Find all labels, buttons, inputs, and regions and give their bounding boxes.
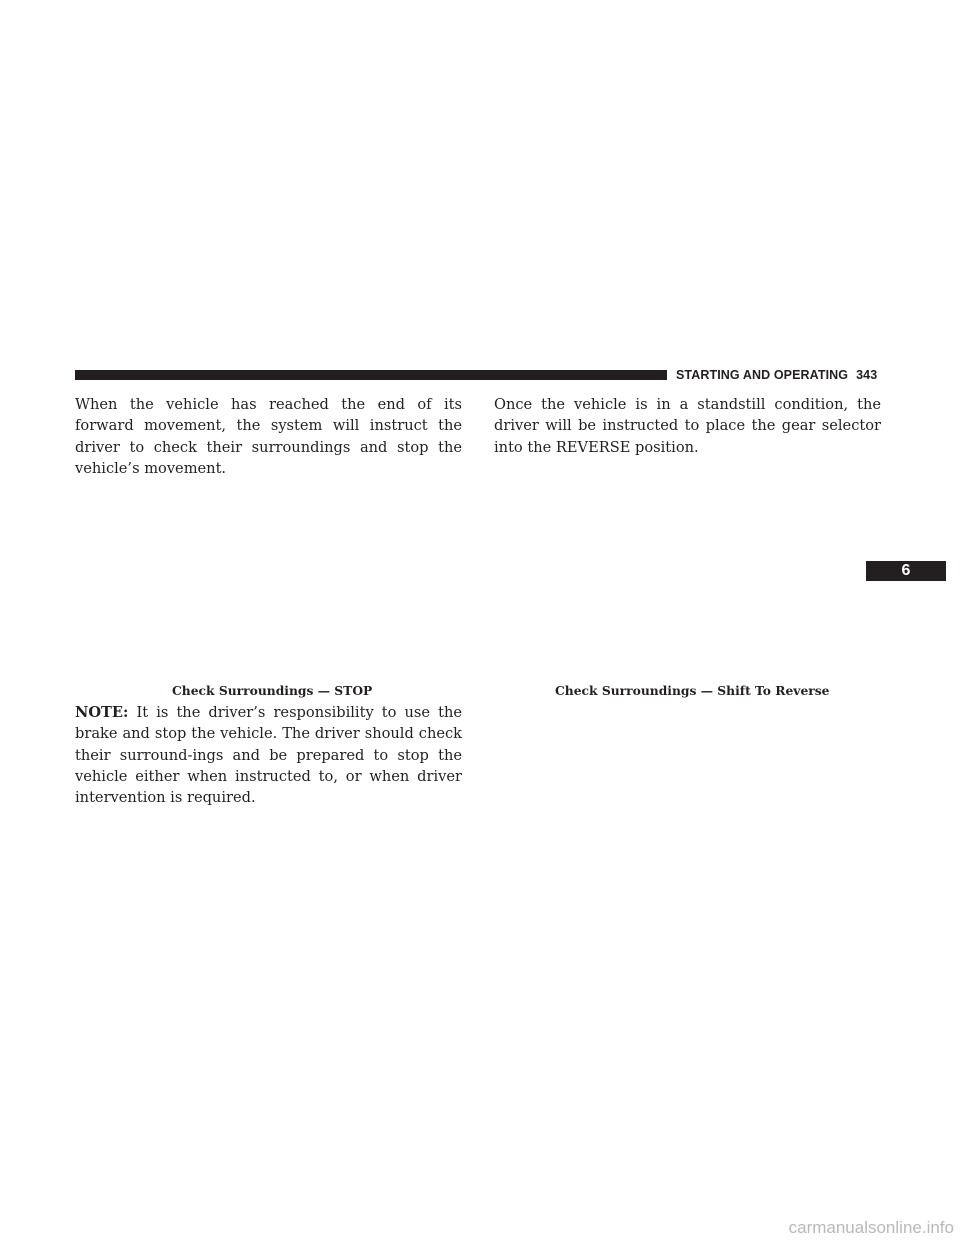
section-title: STARTING AND OPERATING [676, 368, 849, 382]
chapter-tab: 6 [866, 561, 946, 581]
standstill-paragraph: Once the vehicle is in a standstill condition, the driver will be instructed to place the gear selector into the REVERSE position. [494, 396, 881, 456]
page-number: 343 [856, 368, 878, 382]
note-label: NOTE: [75, 704, 129, 721]
note-text: It is the driver’s responsibility to use the brake and stop the vehicle. The driver should check their surround-ings and be prepared to stop the vehicle either when instructed to, or when driver intervention is required. [75, 704, 462, 807]
note-paragraph [75, 702, 462, 808]
figure-caption-shift-reverse: Check Surroundings — Shift To Reverse [555, 683, 830, 698]
header-rule [75, 370, 667, 380]
running-header [676, 368, 877, 382]
forward-movement-paragraph: When the vehicle has reached the end of its forward movement, the system will instruct the driver to check their surroundings and stop the vehicle’s movement. [75, 396, 462, 477]
watermark: carmanualsonline.info [788, 1218, 954, 1237]
figure-caption-stop: Check Surroundings — STOP [172, 683, 373, 698]
